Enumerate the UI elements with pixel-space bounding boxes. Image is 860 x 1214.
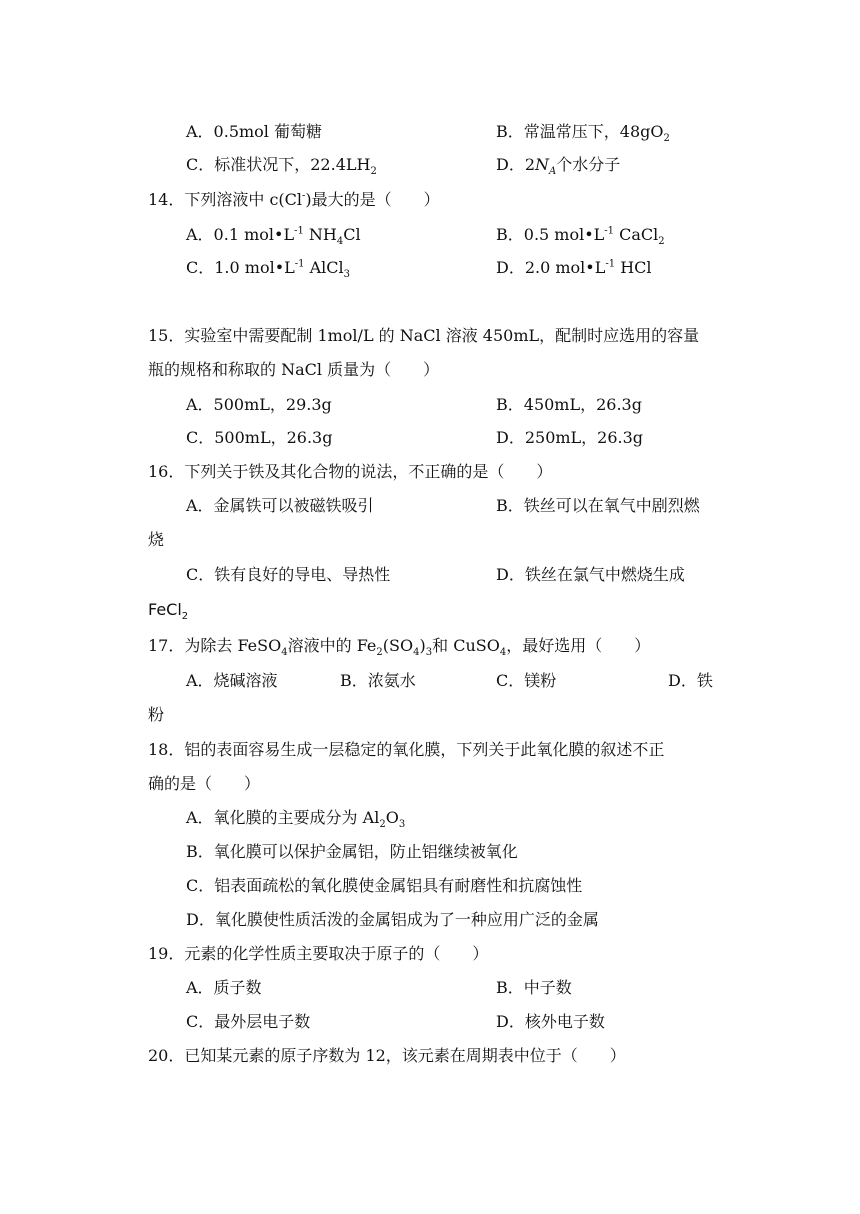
q15-option-d: D．250mL，26.3g [496, 428, 644, 447]
q15-option-a: A．500mL，29.3g [186, 395, 332, 414]
q19-option-a: A．质子数 [186, 978, 262, 997]
q15-option-b: B．450mL，26.3g [496, 395, 642, 414]
q14-option-b: B．0.5 $mol•L^{-1}$ CaCl$_2$ [496, 225, 665, 248]
q18-option-c: C．铝表面疏松的氧化膜使金属铝具有耐磨性和抗腐蚀性 [186, 876, 583, 895]
q18-option-a: A．氧化膜的主要成分为 $Al_2O_3$ [186, 808, 406, 831]
q16-option-a: A．金属铁可以被磁铁吸引 [186, 496, 374, 515]
prev-option-c: C．标准状况下，$22.4LH_2$ [186, 155, 377, 178]
q14-stem: 14．下列溶液中 c(Cl-)最大的是（ ） [148, 190, 440, 209]
q16-option-c: C．铁有良好的导电、导热性 [186, 565, 391, 584]
q17-option-c: C．镁粉 [496, 671, 557, 690]
q18-stem-line2: 确的是（ ） [148, 774, 261, 793]
q16-option-b: B．铁丝可以在氧气中剧烈燃 [496, 496, 700, 515]
q16-stem: 16．下列关于铁及其化合物的说法，不正确的是（ ） [148, 462, 553, 481]
q16-option-b-wrap: 烧 [148, 530, 165, 549]
q17-option-d-wrap: 粉 [148, 705, 165, 724]
q15-stem-line1: 15．实验室中需要配制 1mol/L 的 NaCl 溶液 450mL，配制时应选用的容量 [148, 326, 700, 345]
q19-stem: 19．元素的化学性质主要取决于原子的（ ） [148, 944, 489, 963]
q14-option-d: D．2.0 $mol•L^{-1}$ HCl [496, 258, 652, 277]
q18-stem-line1: 18．铝的表面容易生成一层稳定的氧化膜，下列关于此氧化膜的叙述不正 [148, 740, 665, 759]
q14-option-c: C．1.0 $mol•L^{-1}$ AlCl$_3$ [186, 258, 351, 281]
q18-option-b: B．氧化膜可以保护金属铝，防止铝继续被氧化 [186, 842, 518, 861]
q16-option-d-wrap: FeCl$_2$ [148, 600, 189, 623]
q15-option-c: C．500mL，26.3g [186, 428, 333, 447]
q20-stem: 20．已知某元素的原子序数为 12，该元素在周期表中位于（ ） [148, 1046, 626, 1065]
q19-option-d: D．核外电子数 [496, 1012, 605, 1031]
q19-option-b: B．中子数 [496, 978, 572, 997]
q17-option-a: A．烧碱溶液 [186, 671, 278, 690]
q19-option-c: C．最外层电子数 [186, 1012, 311, 1031]
q17-stem: 17．为除去 FeSO$_4$溶液中的 $Fe_2(SO_4)_3$和 CuSO$_4$，最好选用（ ） [148, 636, 651, 659]
prev-option-a: A．0.5mol 葡萄糖 [186, 122, 323, 141]
prev-option-d: D．$2N_A$个水分子 [496, 155, 621, 178]
q16-option-d: D．铁丝在氯气中燃烧生成 [496, 565, 685, 584]
q17-option-b: B．浓氨水 [340, 671, 416, 690]
q14-option-a: A．0.1 $mol•L^{-1}$ $NH_4Cl$ [186, 225, 361, 248]
q18-option-d: D．氧化膜使性质活泼的金属铝成为了一种应用广泛的金属 [186, 910, 599, 929]
prev-option-b: B．常温常压下，$48gO_2$ [496, 122, 670, 145]
q17-option-d: D．铁 [668, 671, 713, 690]
q15-stem-line2: 瓶的规格和称取的 NaCl 质量为（ ） [148, 360, 440, 379]
